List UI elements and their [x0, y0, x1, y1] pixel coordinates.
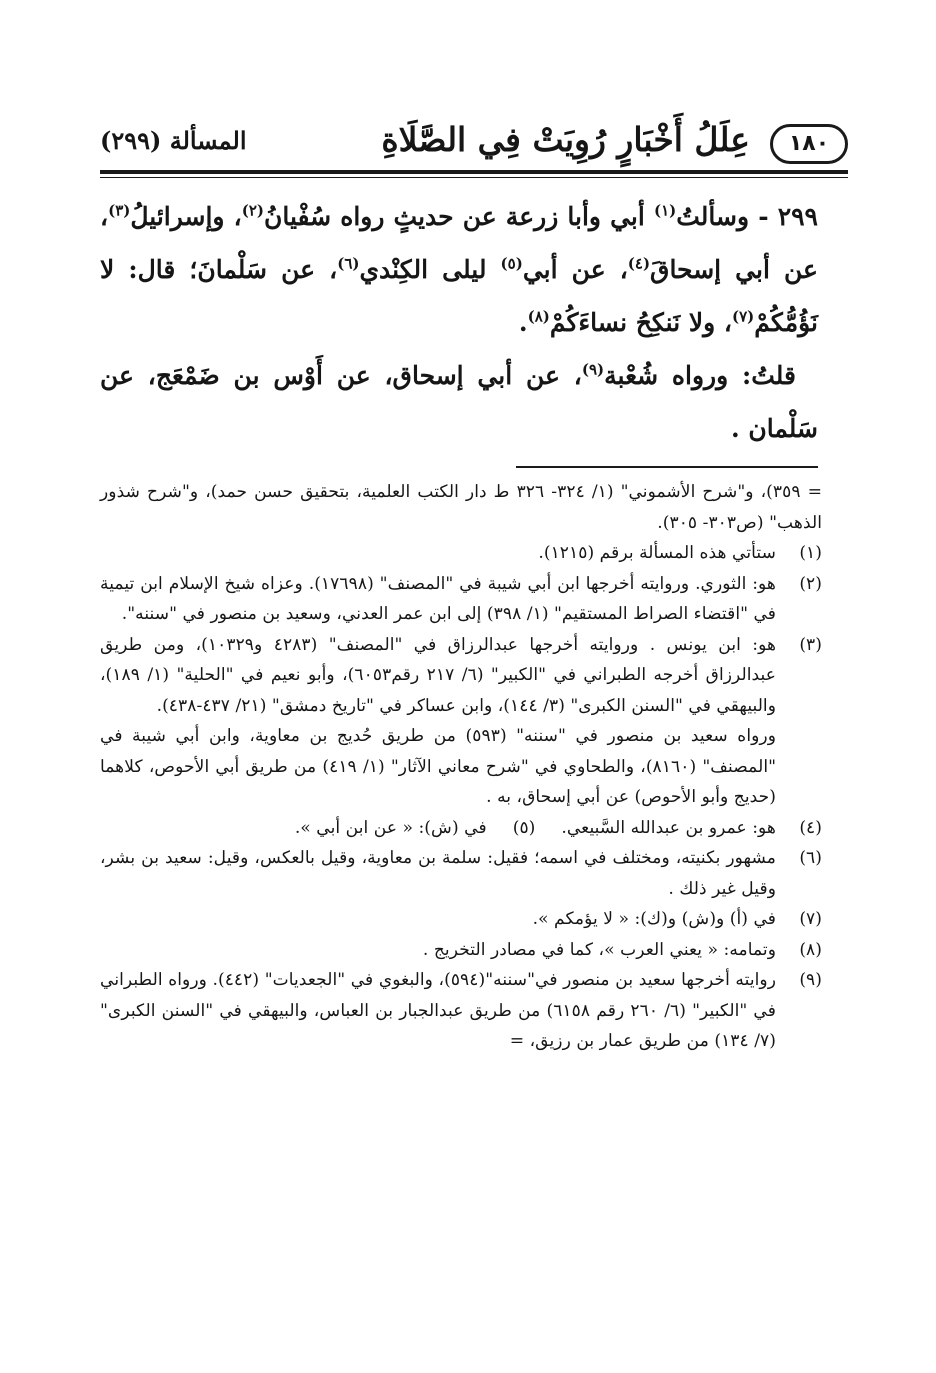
footnote-9	[100, 965, 822, 1057]
footnote-4-5	[100, 813, 822, 844]
footnote-text: ستأتي هذه المسألة برقم (١٢١٥).	[538, 543, 776, 563]
footnote-number: (٢)	[799, 573, 822, 594]
footnote-2	[100, 569, 822, 630]
footnote-ref: (٨)	[527, 307, 550, 326]
footnote-ref: (٧)	[732, 307, 755, 326]
footnote-number: (٣)	[799, 634, 822, 655]
issue-label: المسألة (٢٩٩)	[100, 126, 247, 155]
page-header	[100, 110, 848, 170]
footnote-text: وتمامه: « يعني العرب »، كما في مصادر التخريج .	[422, 939, 776, 960]
footnote-number: (٨)	[799, 939, 822, 960]
footnotes	[100, 477, 822, 1057]
footnote-8	[100, 935, 822, 966]
footnote-separator	[516, 466, 818, 468]
page-number: ١٨٠	[770, 124, 848, 164]
footnote-text: روايته أخرجها سعيد بن منصور في"سننه"(٥٩٤)، والبغوي في "الجعديات" (٤٤٢). ورواه الطبراني في "الكبير" (٦/ ٢٦٠ رقم ٦١٥٨) من طريق عبدالجبار بن العباس، والبيهقي في "السنن الكبرى" (٧/ ١٣٤) من طريق عمار بن رزيق، =	[100, 970, 776, 1051]
footnote-number: (٤)	[799, 817, 822, 838]
main-text	[100, 190, 818, 455]
footnote-text: هو: عمرو بن عبدالله السَّبيعي.	[561, 817, 776, 838]
answer-paragraph: قلتُ: ورواه شُعْبة$^{(٩)}$، عن أبي إسحاق، عن أَوْس بن ضَمْعَج، عن سَلْمان .	[100, 360, 818, 443]
answer-lead: قلتُ	[751, 361, 796, 390]
footnote-ref: (٣)	[108, 201, 131, 220]
footnote-number: (٧)	[799, 909, 822, 929]
footnote-number: (٥)	[512, 817, 536, 838]
footnote-text-extra: ورواه سعيد بن منصور في "سننه" (٥٩٣) من طريق حُديج بن معاوية، وابن أبي شيبة في "المصنف" (٨١٦٠)، والطحاوي في "شرح معاني الآثار" (١/ ٤١٩) من طريق أبي الأحوص، كلاهما (حديج وأبو الأحوص) عن أبي إسحاق، به .	[100, 726, 777, 807]
footnote-ref: (١)	[653, 201, 677, 220]
book-title: عِلَلُ أَخْبَارٍ رُوِيَتْ فِي الصَّلَاةِ	[381, 120, 750, 159]
footnote-6	[100, 843, 822, 904]
footnote-text: في (ش): « عن ابن أبي ».	[294, 817, 487, 838]
issue-number: ٢٩٩ -	[758, 202, 818, 231]
footnote-ref: (٢)	[241, 201, 264, 220]
footnote-ref: (٥)	[500, 254, 523, 273]
footnote-number: (٦)	[799, 848, 822, 868]
footnote-continuation: = ٣٥٩)، و"شرح الأشموني" (١/ ٣٢٤- ٣٢٦ ط دار الكتب العلمية، بتحقيق حسن حمد)، و"شرح شذور الذهب" (ص٣٠٣- ٣٠٥).	[100, 482, 822, 533]
footnote-1	[100, 538, 822, 569]
footnote-text: مشهور بكنيته، ومختلف في اسمه؛ فقيل: سلمة بن معاوية، وقيل بالعكس، وقيل: سعيد بن بشر، وقيل غير ذلك .	[100, 848, 776, 899]
footnote-ref: (٤)	[627, 254, 651, 273]
footnote-ref: (٩)	[581, 360, 605, 379]
question-paragraph: ٢٩٩ - وسألتُ$^{(١)}$ أبي وأبا زرعة عن حديثٍ رواه سُفْيانُ$^{(٢)}$، وإسرائيلُ$^{(٣)}$، عن أبي إسحاقَ$^{(٤)}$، عن أبي$^{(٥)}$ ليلى الكِنْدي$^{(٦)}$، عن سَلْمانَ؛ قال: لا نَؤُمُّكُمْ$^{(٧)}$، ولا نَنكِحُ نساءَكُمْ$^{(٨)}$.	[100, 201, 818, 337]
footnote-text: في (أ) و(ش) و(ك): « لا يؤمكم ».	[532, 909, 776, 929]
header-rule	[100, 170, 848, 178]
footnote-3	[100, 630, 822, 813]
footnote-text: هو: ابن يونس . وروايته أخرجها عبدالرزاق في "المصنف" (٤٢٨٣ و١٠٣٢٩)، ومن طريق عبدالرزاق أخرجه الطبراني في "الكبير" (٦/ ٢١٧ رقم٦٠٥٣)، وأبو نعيم في "الحلية" (١/ ١٨٩)، والبيهقي في "السنن الكبرى" (٣/ ١٤٤)، وابن عساكر في "تاريخ دمشق" (٢١/ ٤٣٧-٤٣٨).	[100, 634, 777, 716]
footnote-ref: (٦)	[337, 254, 360, 273]
footnote-7	[100, 904, 822, 935]
footnote-text: هو: الثوري. وروايته أخرجها ابن أبي شيبة في "المصنف" (١٧٦٩٨). وعزاه شيخ الإسلام ابن تيمية في "اقتضاء الصراط المستقيم" (١/ ٣٩٨) إلى ابن عمر العدني، وسعيد بن منصور في "سننه".	[100, 573, 776, 624]
footnote-number: (١)	[799, 543, 822, 563]
footnote-number: (٩)	[799, 970, 822, 990]
